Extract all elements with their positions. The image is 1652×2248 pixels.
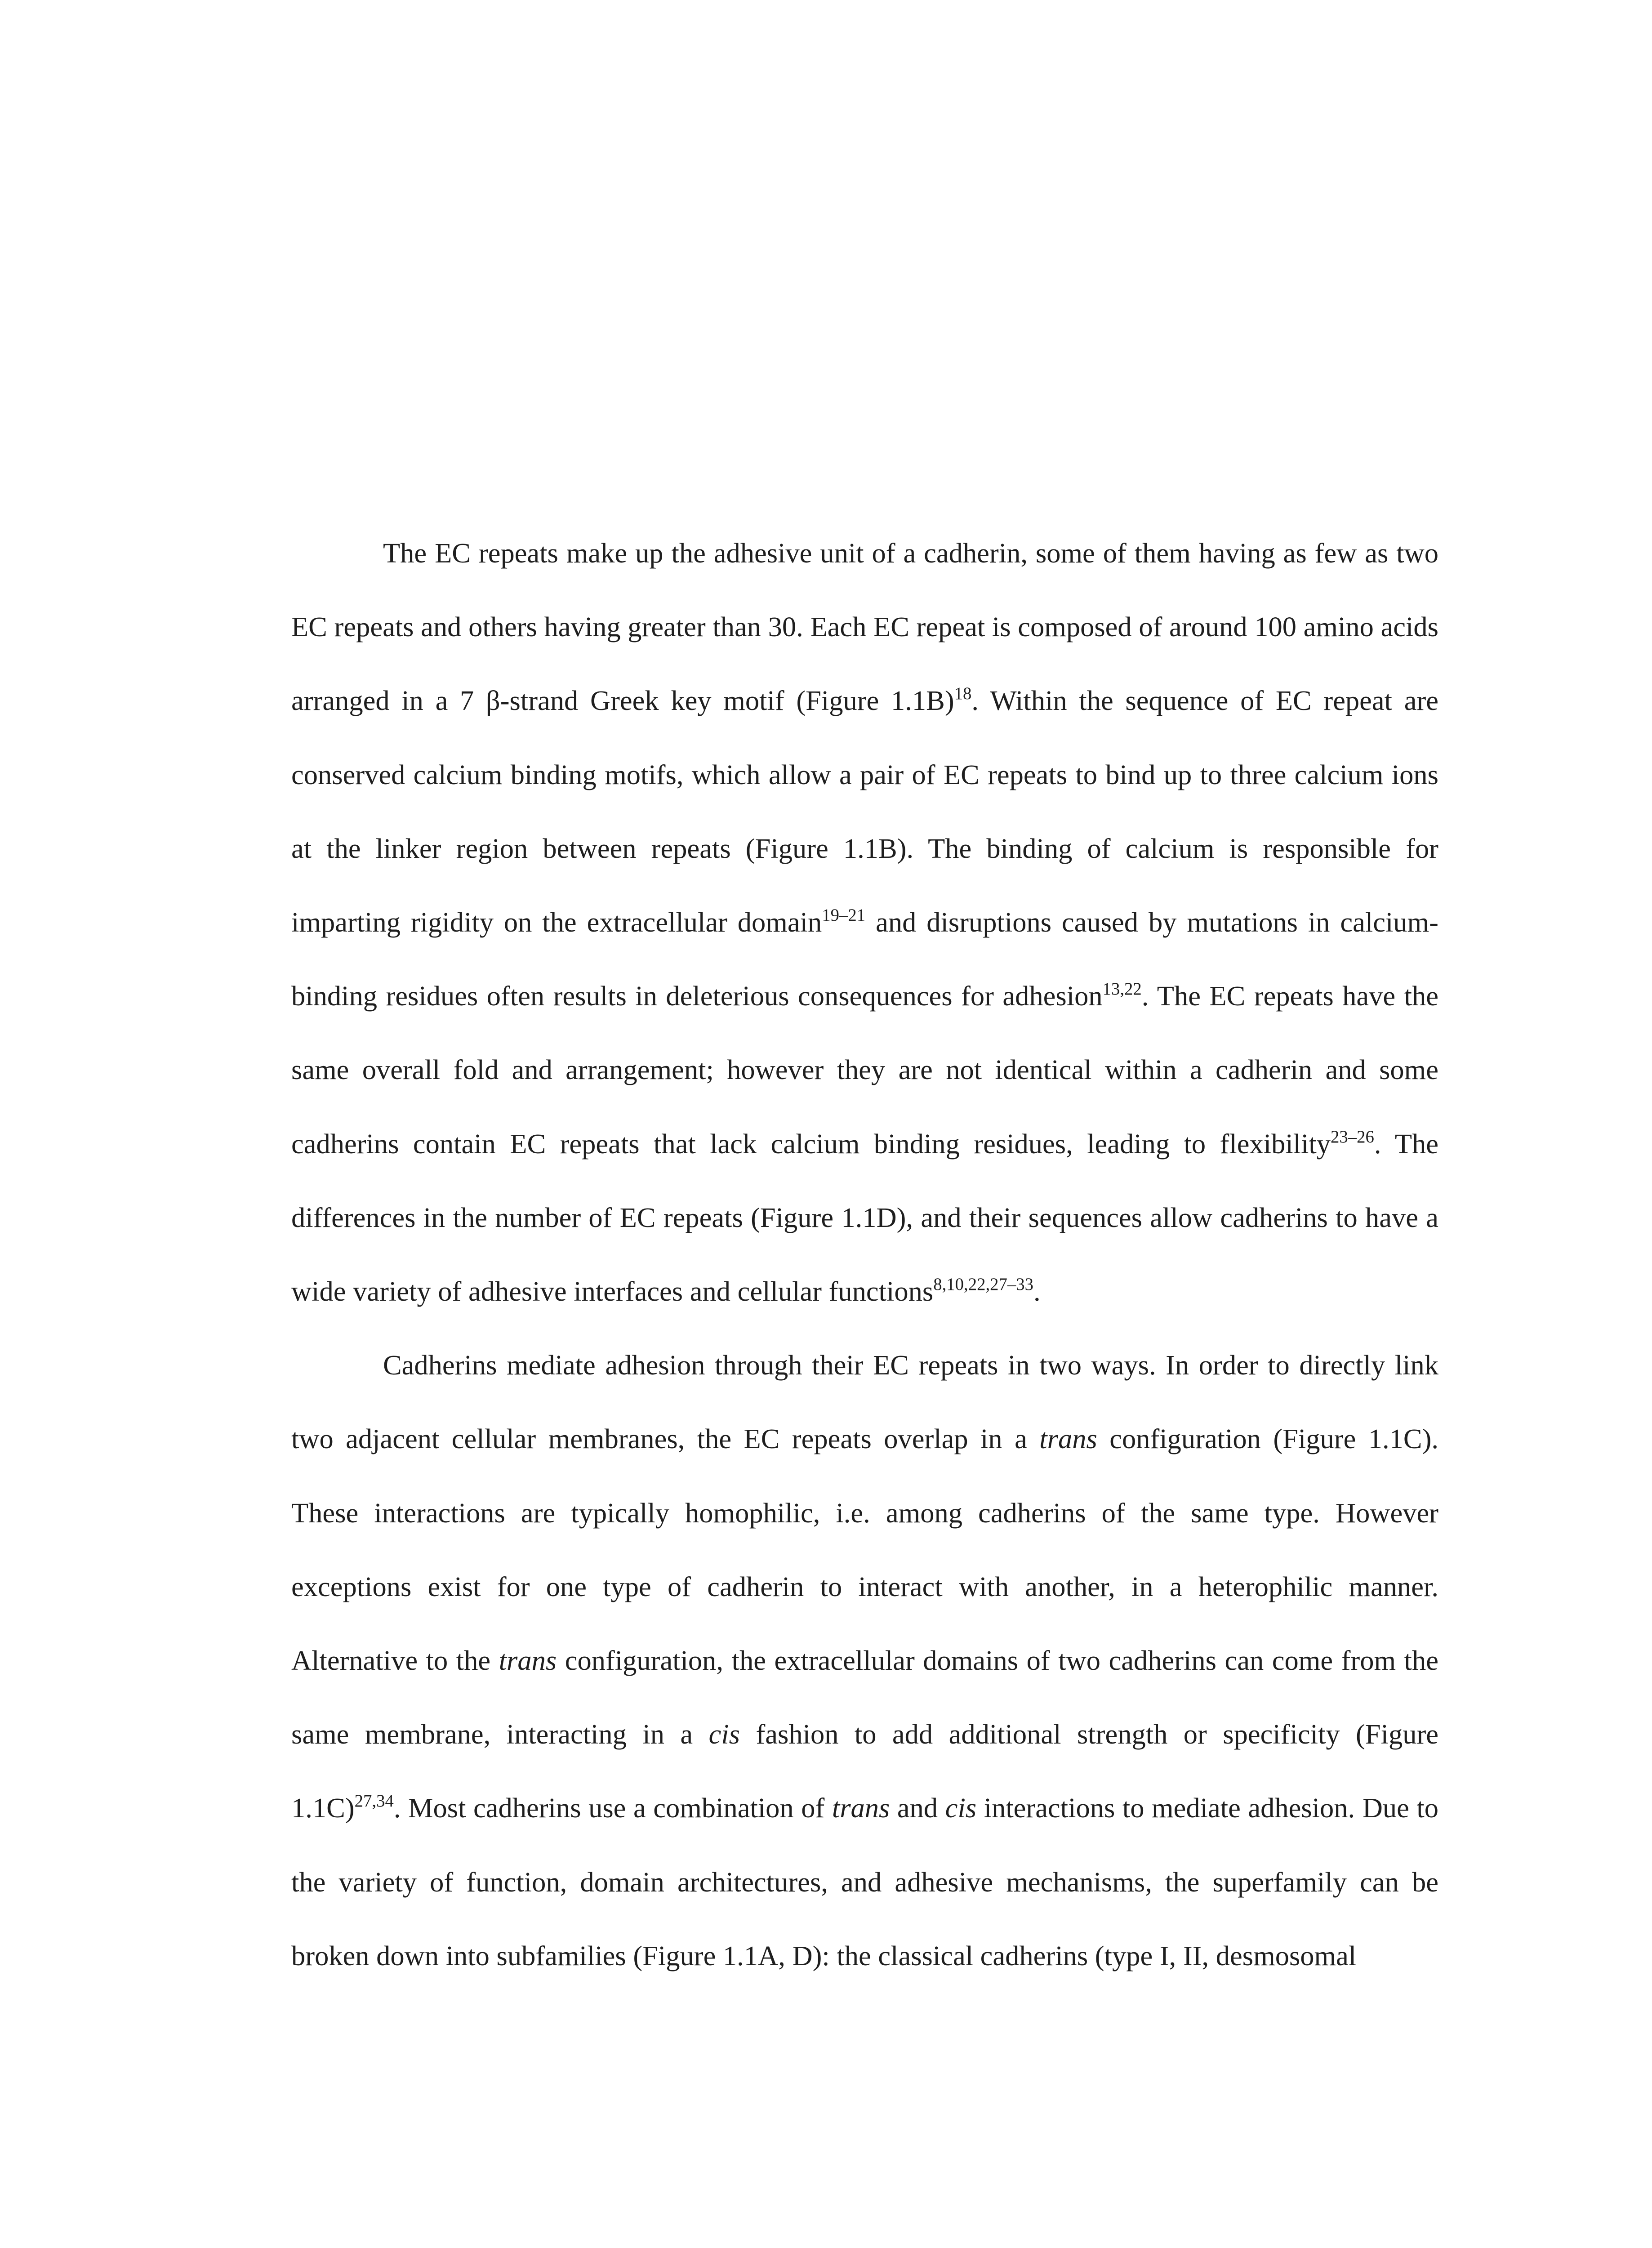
text-run: . Most cadherins use a combination of [393, 1792, 832, 1824]
citation-superscript: 13,22 [1102, 979, 1142, 999]
text-run: interactions to mediate adhesion. Due to the variety of function, domain architectures, and adhesive mechanisms, the superfamily can be broken down into subfamilies (Figure 1.1A, D): the classical cadherins (type I, II, desmosomal [291, 1792, 1438, 1971]
text-run: and [890, 1792, 945, 1824]
italic-term: trans [1039, 1423, 1097, 1455]
text-run: . [1033, 1276, 1041, 1307]
text-run: . The differences in the number of EC repeats (Figure 1.1D), and their sequences allow cadherins to have a wide variety of adhesive interfaces and cellular functions [291, 1128, 1438, 1307]
citation-superscript: 27,34 [354, 1791, 394, 1811]
citation-superscript: 18 [954, 684, 972, 704]
citation-superscript: 23–26 [1331, 1127, 1374, 1146]
text-run: configuration (Figure 1.1C). These interactions are typically homophilic, i.e. among cadherins of the same type. However exceptions exist for one type of cadherin to interact with another, in a heterophilic manner. Alternative to the [291, 1423, 1439, 1677]
italic-term: cis [708, 1718, 740, 1750]
body-text [291, 516, 1438, 1993]
citation-superscript: 19–21 [822, 905, 866, 925]
italic-term: cis [945, 1792, 977, 1824]
paragraph-1 [291, 516, 1438, 1328]
paragraph-2 [291, 1328, 1438, 1993]
text-run: The EC repeats make up the adhesive unit of a cadherin, some of them having as few as two EC repeats and others having greater than 30. Each EC repeat is composed of around 100 amino acids arranged in a 7 β-strand Greek key motif (Figure 1.1B) [291, 537, 1438, 717]
italic-term: trans [499, 1645, 557, 1677]
text-run: fashion to add additional strength or specificity (Figure 1.1C) [291, 1718, 1438, 1824]
italic-term: trans [832, 1792, 890, 1824]
text-run: and disruptions caused by mutations in calcium-binding residues often results in deleterious consequences for adhesion [291, 906, 1438, 1012]
citation-superscript: 8,10,22,27–33 [933, 1275, 1034, 1294]
text-run: . Within the sequence of EC repeat are conserved calcium binding motifs, which allow a pair of EC repeats to bind up to three calcium ions at the linker region between repeats (Figure 1.1B). The binding of calcium is responsible for imparting rigidity on the extracellular domain [291, 685, 1438, 938]
text-run: . The EC repeats have the same overall fold and arrangement; however they are not identical within a cadherin and some cadherins contain EC repeats that lack calcium binding residues, leading to flexibility [291, 980, 1438, 1160]
text-run: configuration, the extracellular domains of two cadherins can come from the same membrane, interacting in a [291, 1645, 1438, 1750]
text-run: Cadherins mediate adhesion through their EC repeats in two ways. In order to directly link two adjacent cellular membranes, the EC repeats overlap in a [291, 1349, 1438, 1455]
